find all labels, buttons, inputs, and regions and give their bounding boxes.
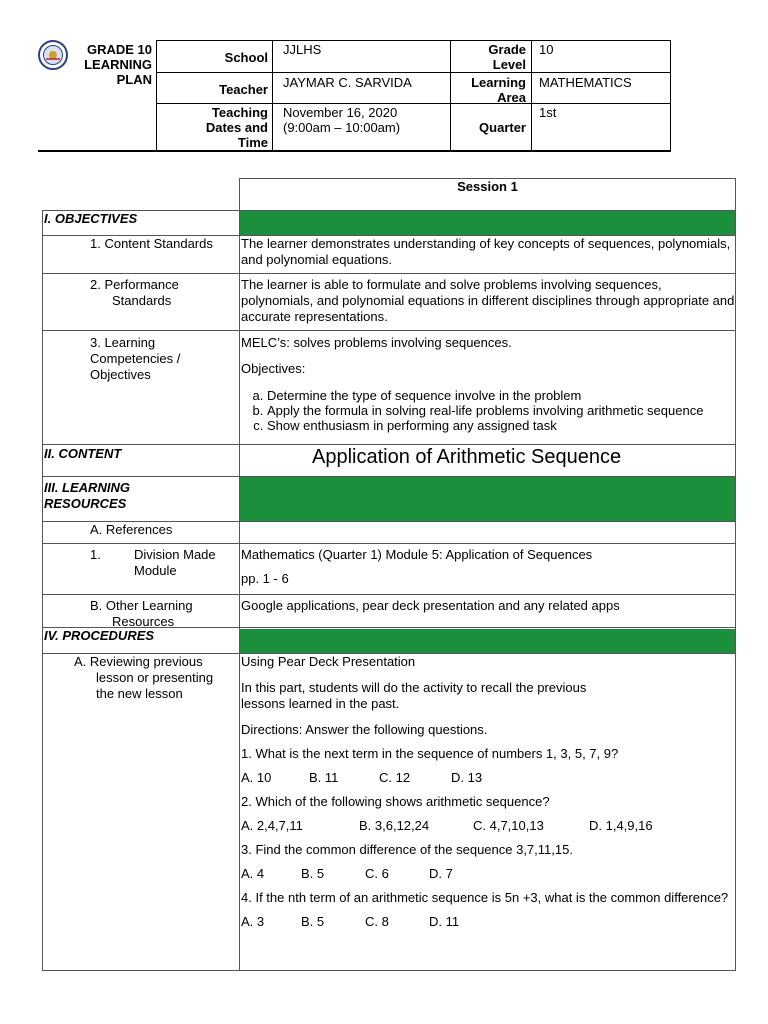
plan-brand: GRADE 10 LEARNING PLAN — [84, 42, 152, 87]
question-1-choices: A. 10 B. 11 C. 12 D. 13 — [241, 770, 483, 785]
col-rule — [239, 178, 240, 971]
col-rule — [42, 210, 43, 971]
header-col-rule — [531, 40, 532, 151]
grade-level-value: 10 — [539, 42, 554, 57]
quarter-value: 1st — [539, 105, 557, 120]
activity-intro: In this part, students will do the activity to recall the previous lessons learned in the past. — [241, 680, 587, 711]
learning-area-label: Learning Area — [471, 75, 526, 105]
procedures-heading: IV. PROCEDURES — [44, 628, 155, 643]
other-resources-text: Google applications, pear deck presentation and any related apps — [241, 598, 620, 613]
question-2-choices: A. 2,4,7,11 B. 3,6,12,24 C. 4,7,10,13 D. 1,4,9,16 — [241, 818, 653, 833]
header-bottom-rule — [38, 150, 671, 152]
deped-seal-icon — [38, 40, 68, 70]
question-3: 3. Find the common difference of the sequence 3,7,11,15. — [241, 842, 573, 857]
list-item: c. Show enthusiasm in performing any assigned task — [267, 418, 733, 433]
session-title: Session 1 — [457, 179, 518, 194]
objectives-fill — [240, 211, 736, 235]
resources-heading: III. LEARNING RESOURCES — [44, 480, 130, 511]
teacher-value: JAYMAR C. SARVIDA — [283, 75, 412, 90]
header-col-rule — [156, 40, 157, 151]
header-col-rule — [450, 40, 451, 151]
melc-text: MELC’s: solves problems involving sequences. — [241, 335, 512, 350]
question-2: 2. Which of the following shows arithmetic sequence? — [241, 794, 550, 809]
lesson-title: Application of Arithmetic Sequence — [312, 446, 622, 468]
teaching-dates-value: November 16, 2020 (9:00am – 10:00am) — [283, 105, 401, 135]
activity-directions: Directions: Answer the following questions. — [241, 722, 488, 737]
question-4: 4. If the nth term of an arithmetic sequence is 5n +3, what is the common difference? — [241, 890, 729, 905]
module-reference: Mathematics (Quarter 1) Module 5: Application of Sequences pp. 1 - 6 — [241, 547, 593, 586]
content-heading: II. CONTENT — [44, 446, 122, 461]
header-row-rule — [156, 72, 671, 73]
teacher-label: Teacher — [219, 82, 268, 97]
row-rule — [42, 476, 736, 477]
resources-fill — [240, 477, 735, 521]
list-item: a. Determine the type of sequence involve in the problem — [267, 388, 733, 403]
other-resources-label: B. Other Learning Resources — [90, 598, 193, 629]
procedures-fill — [240, 629, 735, 653]
row-rule — [42, 543, 736, 544]
references-label: A. References — [90, 522, 173, 537]
list-item: b. Apply the formula in solving real-life problems involving arithmetic sequence — [267, 403, 733, 418]
school-label: School — [224, 50, 268, 65]
question-4-choices: A. 3 B. 5 C. 8 D. 11 — [241, 914, 460, 929]
performance-standards-text: The learner is able to formulate and solve problems involving sequences, polynomials, and polynomial equations in different disciplines through appropriate and accurate representations. — [241, 277, 735, 324]
row-rule — [42, 970, 736, 971]
performance-standards-label: 2. Performance Standards — [90, 277, 179, 308]
header-col-rule — [670, 40, 671, 151]
learning-area-value: MATHEMATICS — [539, 75, 632, 90]
question-3-choices: A. 4 B. 5 C. 6 D. 7 — [241, 866, 453, 881]
row-rule — [42, 273, 736, 274]
activity-tool: Using Pear Deck Presentation — [241, 654, 416, 669]
review-activity — [241, 654, 733, 930]
objectives-label: Objectives: — [241, 361, 306, 376]
learning-competencies-label: 3. Learning Competencies / Objectives — [90, 335, 181, 382]
school-value: JJLHS — [283, 42, 322, 57]
row-rule — [42, 594, 736, 595]
objectives-heading: I. OBJECTIVES — [44, 211, 138, 226]
col-rule — [735, 178, 736, 971]
question-1: 1. What is the next term in the sequence of numbers 1, 3, 5, 7, 9? — [241, 746, 619, 761]
content-standards-text: The learner demonstrates understanding of key concepts of sequences, polynomials, and polynomial equations. — [241, 236, 731, 267]
module-label: Division Made Module — [134, 547, 216, 578]
teaching-dates-label: Teaching Dates and Time — [205, 105, 268, 150]
objectives-list — [241, 388, 733, 433]
header-col-rule — [272, 40, 273, 151]
module-number: 1. — [90, 547, 101, 562]
header-top-rule — [156, 40, 671, 41]
content-standards-label: 1. Content Standards — [90, 236, 213, 251]
row-rule — [42, 210, 736, 211]
header-row-rule — [156, 103, 671, 104]
row-rule — [42, 330, 736, 331]
review-label: A. Reviewing previous lesson or presenting the new lesson — [74, 654, 214, 701]
quarter-label: Quarter — [479, 120, 526, 135]
learning-competencies-text — [241, 335, 733, 433]
grade-level-label: Grade Level — [488, 42, 526, 72]
